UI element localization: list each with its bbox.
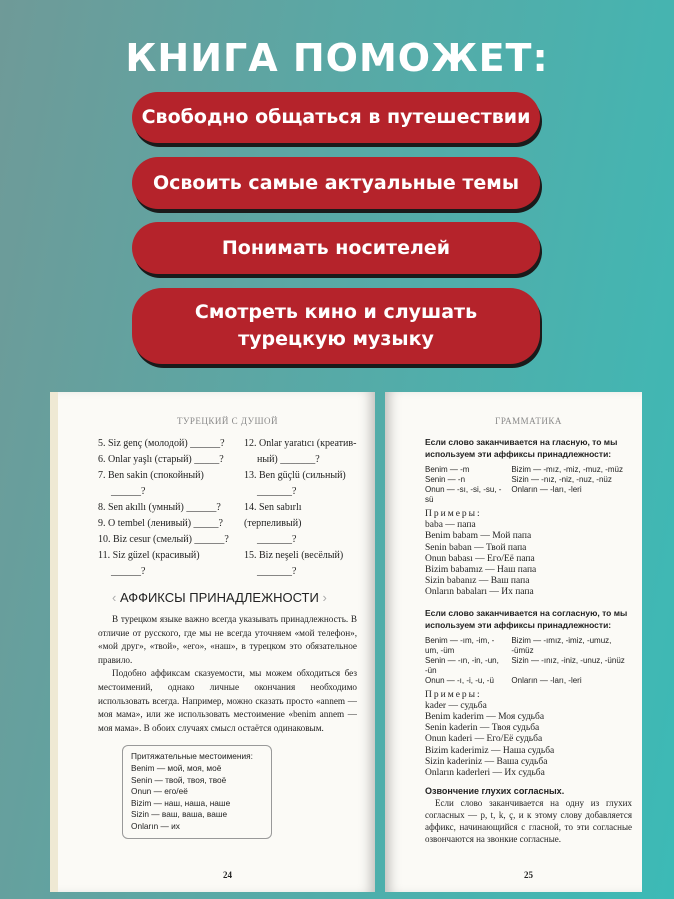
example: Onun kaderi — Его/Её судьба xyxy=(425,734,543,745)
affix: Onların — -ları, -leri xyxy=(511,675,582,685)
exercise-line: 13. Ben güçlü (сильный) xyxy=(244,470,346,481)
example: Benim kaderim — Моя судьба xyxy=(425,712,545,723)
exercise-column-2 xyxy=(244,436,357,580)
page-number: 24 xyxy=(223,870,232,880)
example: Onların kaderleri — Их судьба xyxy=(425,768,545,779)
affix: Onun — -ı, -i, -u, -ü xyxy=(425,675,494,685)
example: Benim babam — Мой папа xyxy=(425,531,532,542)
affix: Onun — -sı, -si, -su, -sü xyxy=(425,485,502,504)
exercise-column-1 xyxy=(98,436,240,580)
rule-text: Если слово заканчивается на согласную, то мы используем эти аффиксы принадлежности: xyxy=(425,607,628,630)
affix: Bizim — -mız, -miz, -muz, -müz xyxy=(511,465,623,474)
affix: Onların — -ları, -leri xyxy=(511,485,582,494)
exercise-line: ______? xyxy=(111,486,146,497)
affix: Senin — -ın, -in, -un, -ün xyxy=(425,655,499,675)
box-line: Onların — их xyxy=(131,820,180,831)
box-line: Onun — его/её xyxy=(131,786,188,797)
benefit-pill: Освоить самые актуальные темы xyxy=(132,157,540,209)
exercise-line: 14. Sen sabırlı (терпеливый) xyxy=(244,502,302,529)
exercise-line: 8. Sen akıllı (умный) ______? xyxy=(98,502,221,513)
paragraph: Подобно аффиксам сказуемости, мы можем обходиться без местоимений, однако личные окончания необходимо использовать всегда. Например, можно сказать просто «annem — моя мама», или же использовать местоимение «benim annem — моя мама». В обоих случаях смысл остаётся одинаковым. xyxy=(98,668,357,733)
examples-label: Примеры: xyxy=(425,689,482,700)
box-line: Senin — твой, твоя, твоё xyxy=(131,774,227,785)
affix: Sizin — -nız, -niz, -nuz, -nüz xyxy=(511,475,612,484)
exercise-line: 12. Onlar yaratıcı (креатив- xyxy=(244,438,357,449)
example: kader — судьба xyxy=(425,700,487,711)
page-number: 25 xyxy=(524,870,533,880)
box-line: Bizim — наш, наша, наше xyxy=(131,797,231,808)
affix: Bizim — -ımız, -imiz, -umuz, -ümüz xyxy=(511,635,612,655)
benefit-pill: Свободно общаться в путешествии xyxy=(132,92,540,143)
affix: Senin — -n xyxy=(425,475,466,484)
affix: Benim — -m xyxy=(425,465,470,474)
benefit-pill: Понимать носителей xyxy=(132,222,540,274)
right-page xyxy=(385,392,642,892)
affix-grid xyxy=(425,465,632,505)
rule-text: Если слово заканчивается на гласную, то мы используем эти аффиксы принадлежности: xyxy=(425,437,618,459)
affix-grid xyxy=(425,636,632,686)
exercise-line: ______? xyxy=(111,566,146,577)
consonant-section xyxy=(425,607,632,846)
exercises xyxy=(98,436,357,580)
exercise-line: _______? xyxy=(257,566,297,577)
exercise-line: 7. Ben sakin (спокойный) xyxy=(98,470,204,481)
box-line: Притяжательные местоимения: xyxy=(131,751,253,762)
box-line: Benim — мой, моя, моё xyxy=(131,762,222,773)
exercise-line: 9. O tembel (ленивый) _____? xyxy=(98,518,223,529)
body-text xyxy=(98,613,357,735)
example: Sizin kaderiniz — Ваша судьба xyxy=(425,756,548,767)
box-line: Sizin — ваш, ваша, ваше xyxy=(131,809,228,820)
running-header: ТУРЕЦКИЙ С ДУШОЙ xyxy=(176,416,279,426)
exercise-line: _______? xyxy=(257,486,297,497)
exercise-line: ный) _______? xyxy=(257,454,320,465)
running-header: ГРАММАТИКА xyxy=(495,416,562,426)
paragraph: В турецком языке важно всегда указывать принадлежность. В отличие от русского, где мы не всегда уточняем «мой телефон», «мой друг», «твой», «его», «наш», в турецком это обязательное правило. xyxy=(98,614,357,665)
exercise-line: 15. Biz neşeli (весёлый) xyxy=(244,550,344,561)
exercise-line: _______? xyxy=(257,534,297,545)
exercise-line: 10. Biz cesur (смелый) ______? xyxy=(98,534,229,545)
example: baba — папа xyxy=(425,520,476,531)
section-heading-text: АФФИКСЫ ПРИНАДЛЕЖНОСТИ xyxy=(119,590,319,605)
example: Senin baban — Твой папа xyxy=(425,542,527,553)
open-book xyxy=(50,392,642,899)
exercise-line: 5. Siz genç (молодой) ______? xyxy=(98,438,225,449)
affix: Benim — -ım, -im, -um, -üm xyxy=(425,635,495,655)
exercise-line: 6. Onlar yaşlı (старый) _____? xyxy=(98,454,224,465)
exercise-line: 11. Siz güzel (красивый) xyxy=(98,550,200,561)
benefit-pill: Смотреть кино и слушать турецкую музыку xyxy=(132,288,540,364)
example: Senin kaderin — Твоя судьба xyxy=(425,723,540,734)
example: Bizim babamız — Наш папа xyxy=(425,565,537,576)
paragraph: Если слово заканчивается на одну из глухих согласных — p, t, k, ç, и к этому слову добавляется аффикс, начинающийся с гласной, то эти согласные озвончаются на звонкие согласные. xyxy=(425,798,632,845)
affix: Sizin — -ınız, -iniz, -unuz, -ünüz xyxy=(511,655,625,665)
subheading: Озвончение глухих согласных. xyxy=(425,786,565,797)
example: Sizin babanız — Ваш папа xyxy=(425,576,530,587)
examples-label: Примеры: xyxy=(425,509,482,519)
left-page xyxy=(50,392,375,892)
headline: КНИГА ПОМОЖЕТ: xyxy=(125,36,549,80)
example: Bizim kaderimiz — Наша судьба xyxy=(425,745,555,756)
example: Onların babaları — Их папа xyxy=(425,587,534,598)
section-heading: ‹ АФФИКСЫ ПРИНАДЛЕЖНОСТИ › xyxy=(112,590,327,605)
pronouns-box xyxy=(122,745,272,838)
example: Onun babası — Его/Её папа xyxy=(425,553,535,564)
vowel-section xyxy=(425,436,632,599)
